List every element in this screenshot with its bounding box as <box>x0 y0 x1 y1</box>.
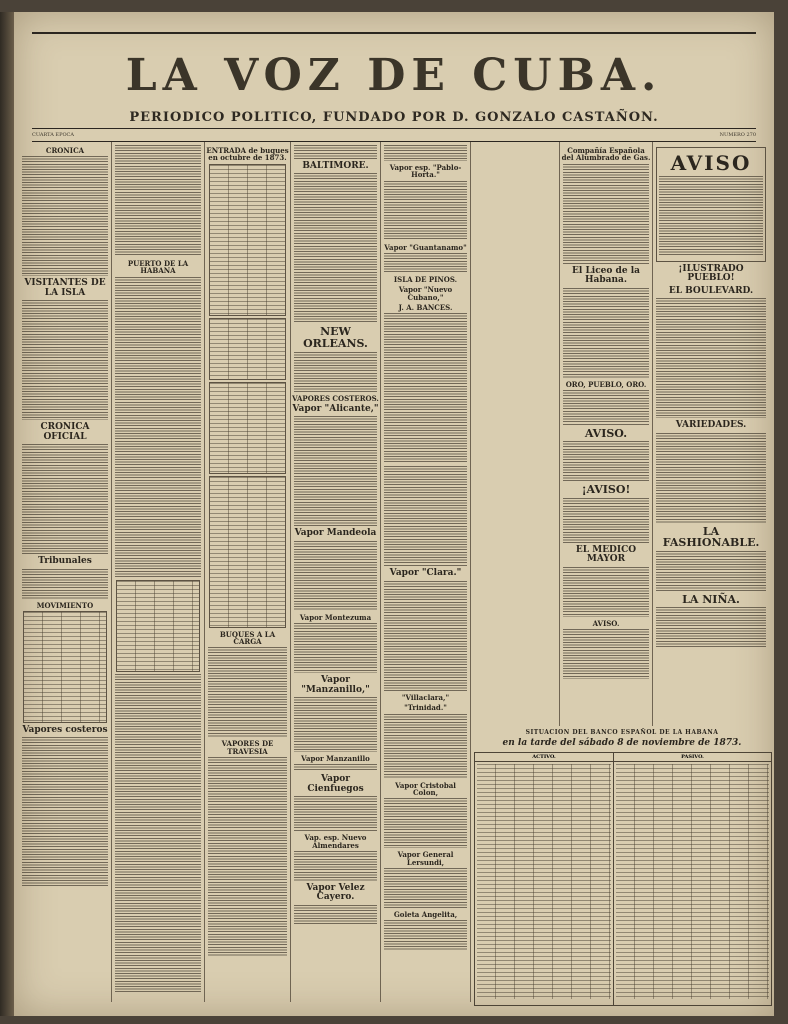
ad-heading: Vapor "Guantanamo" <box>384 242 467 252</box>
ad-heading: Vapor Velez Cayero. <box>306 882 365 903</box>
ad-heading: LA FASHIONABLE. <box>662 524 760 550</box>
ad-heading: Vapor Cienfuegos <box>307 774 364 794</box>
text-block <box>294 173 377 323</box>
section-heading: CRONICA OFICIAL <box>40 422 90 442</box>
text-block <box>384 798 467 848</box>
section-heading: VAPORES DE TRAVESIA <box>221 739 274 756</box>
bank-statement-table <box>474 752 772 1006</box>
section-heading: MOVIMIENTO <box>36 600 94 610</box>
text-block <box>294 697 377 752</box>
ad-heading: EL MEDICO MAYOR <box>575 545 637 565</box>
text-block <box>563 288 649 378</box>
text-block <box>294 352 377 392</box>
text-block <box>563 390 649 425</box>
section-heading: Vapores costeros <box>22 724 108 735</box>
section-heading: PUERTO DE LA HABANA <box>127 259 189 276</box>
masthead-subtitle: PERIODICO POLITICO, FUNDADO POR D. GONZALO CASTAÑON. <box>129 110 659 125</box>
column-2 <box>113 144 203 1002</box>
top-rule <box>32 32 756 34</box>
ad-heading: AVISO. <box>592 618 620 628</box>
ad-heading: "Villaclara," <box>401 692 450 702</box>
text-block <box>384 181 467 241</box>
ad-heading: EL BOULEVARD. <box>668 285 754 296</box>
text-block <box>294 623 377 673</box>
column-1 <box>20 144 110 1002</box>
ad-heading: Vapor "Nuevo Cubano," <box>398 285 453 302</box>
pasivo-header: PASIVO. <box>614 753 771 762</box>
text-block <box>22 569 108 599</box>
activo-rows <box>477 764 611 999</box>
text-block <box>384 714 467 779</box>
issue-number: NUMERO 270 <box>719 132 756 138</box>
text-block <box>294 541 377 611</box>
ad-heading: AVISO <box>670 151 752 175</box>
ad-heading: "Trinidad." <box>404 703 447 713</box>
section-heading: BALTIMORE. <box>302 161 369 171</box>
newspaper-page <box>14 12 774 1016</box>
masthead-rule <box>32 128 756 129</box>
ad-heading: Goleta Angelita, <box>393 909 458 919</box>
column-7 <box>654 144 768 726</box>
text-block <box>656 551 766 591</box>
ad-heading: Vapor "Clara." <box>389 568 462 579</box>
text-block <box>563 629 649 679</box>
ships-table <box>209 318 286 380</box>
epoch-label: CUARTA EPOCA <box>32 132 74 138</box>
section-heading: NEW ORLEANS. <box>303 325 368 350</box>
text-block <box>294 851 377 881</box>
ad-heading: Vapor esp. "Pablo-Horta." <box>389 163 462 180</box>
ad-heading: J. A. BANCES. <box>398 303 453 313</box>
text-block <box>563 498 649 543</box>
section-heading: ISLA DE PINOS. <box>393 275 458 285</box>
column-divider <box>290 142 291 1002</box>
text-block <box>656 433 766 523</box>
ad-heading: ORO, PUEBLO, ORO. <box>565 379 647 389</box>
activo-section <box>475 753 614 1005</box>
text-block <box>294 905 377 925</box>
ad-heading: Vapor "Alicante," <box>292 403 379 414</box>
section-heading: VISITANTES DE LA ISLA <box>24 278 106 298</box>
column-divider <box>204 142 205 1002</box>
text-block <box>384 466 467 566</box>
masthead-title: LA VOZ DE CUBA. <box>125 50 663 101</box>
dateline-rule <box>32 141 756 142</box>
ad-heading: Vapor Cristobal Colon, <box>395 780 456 797</box>
pasivo-section <box>614 753 771 1005</box>
section-heading: CRONICA <box>45 146 85 155</box>
ad-heading: ¡ILUSTRADO PUEBLO! <box>678 264 744 284</box>
column-4 <box>292 144 379 1002</box>
section-heading: VAPORES COSTEROS. <box>292 393 379 403</box>
column-divider <box>559 142 560 726</box>
ad-heading: LA NIÑA. <box>682 592 740 606</box>
text-block <box>563 441 649 481</box>
shipping-table <box>116 580 200 672</box>
section-heading: ENTRADA de buques en octubre de 1873. <box>206 146 289 163</box>
bank-subtitle: en la tarde del sábado 8 de noviembre de 1873. <box>502 738 742 748</box>
text-block <box>384 253 467 273</box>
text-block <box>384 920 467 950</box>
column-divider <box>470 142 471 1002</box>
ad-heading: VARIEDADES. <box>675 420 747 431</box>
text-block <box>384 313 467 463</box>
text-block <box>659 176 763 256</box>
rotated-table <box>209 476 286 628</box>
section-heading: BUQUES A LA CARGA <box>219 629 276 647</box>
text-block <box>208 757 287 957</box>
text-block <box>22 156 108 276</box>
text-block <box>115 145 201 257</box>
ad-heading: AVISO. <box>584 426 628 440</box>
column-3 <box>206 144 289 1002</box>
text-block <box>294 764 377 772</box>
text-block <box>294 145 377 159</box>
passengers-table <box>209 382 286 474</box>
section-heading: Tribunales <box>38 556 92 567</box>
text-block <box>22 444 108 554</box>
activo-header: ACTIVO. <box>475 753 613 762</box>
text-block <box>384 581 467 691</box>
ad-heading: Vapor Montezuma <box>299 612 372 622</box>
text-block <box>115 277 201 577</box>
shipping-table <box>23 611 107 723</box>
text-block <box>115 674 201 994</box>
text-block <box>656 298 766 418</box>
column-5 <box>382 144 469 1002</box>
text-block <box>563 164 649 264</box>
column-divider <box>380 142 381 1002</box>
text-block <box>294 416 377 526</box>
column-6 <box>561 144 651 726</box>
aviso-ad <box>656 147 766 262</box>
ad-heading: Compañía Española del Alumbrado de Gas. <box>561 146 651 163</box>
ad-heading: El Liceo de la Habana. <box>572 265 640 286</box>
ad-heading: ¡AVISO! <box>581 483 631 497</box>
column-divider <box>111 142 112 1002</box>
pasivo-rows <box>616 764 769 999</box>
ad-heading: Vapor General Lersundi, <box>397 850 454 867</box>
text-block <box>656 607 766 647</box>
arrivals-table <box>209 164 286 316</box>
ad-heading: Vap. esp. Nuevo Almendares <box>304 833 367 850</box>
text-block <box>22 737 108 887</box>
column-divider <box>652 142 653 726</box>
text-block <box>563 567 649 617</box>
text-block <box>384 868 467 908</box>
binding-edge <box>0 12 14 1016</box>
text-block <box>384 145 467 161</box>
ad-heading: Vapor "Manzanillo," <box>301 675 370 695</box>
dateline <box>32 131 756 141</box>
text-block <box>208 647 287 737</box>
bank-title: SITUACION DEL BANCO ESPAÑOL DE LA HABANA <box>525 729 719 736</box>
ad-heading: Vapor Manzanillo <box>301 753 370 763</box>
ad-heading: Vapor Mandeola <box>294 528 377 539</box>
text-block <box>294 796 377 831</box>
text-block <box>22 300 108 420</box>
